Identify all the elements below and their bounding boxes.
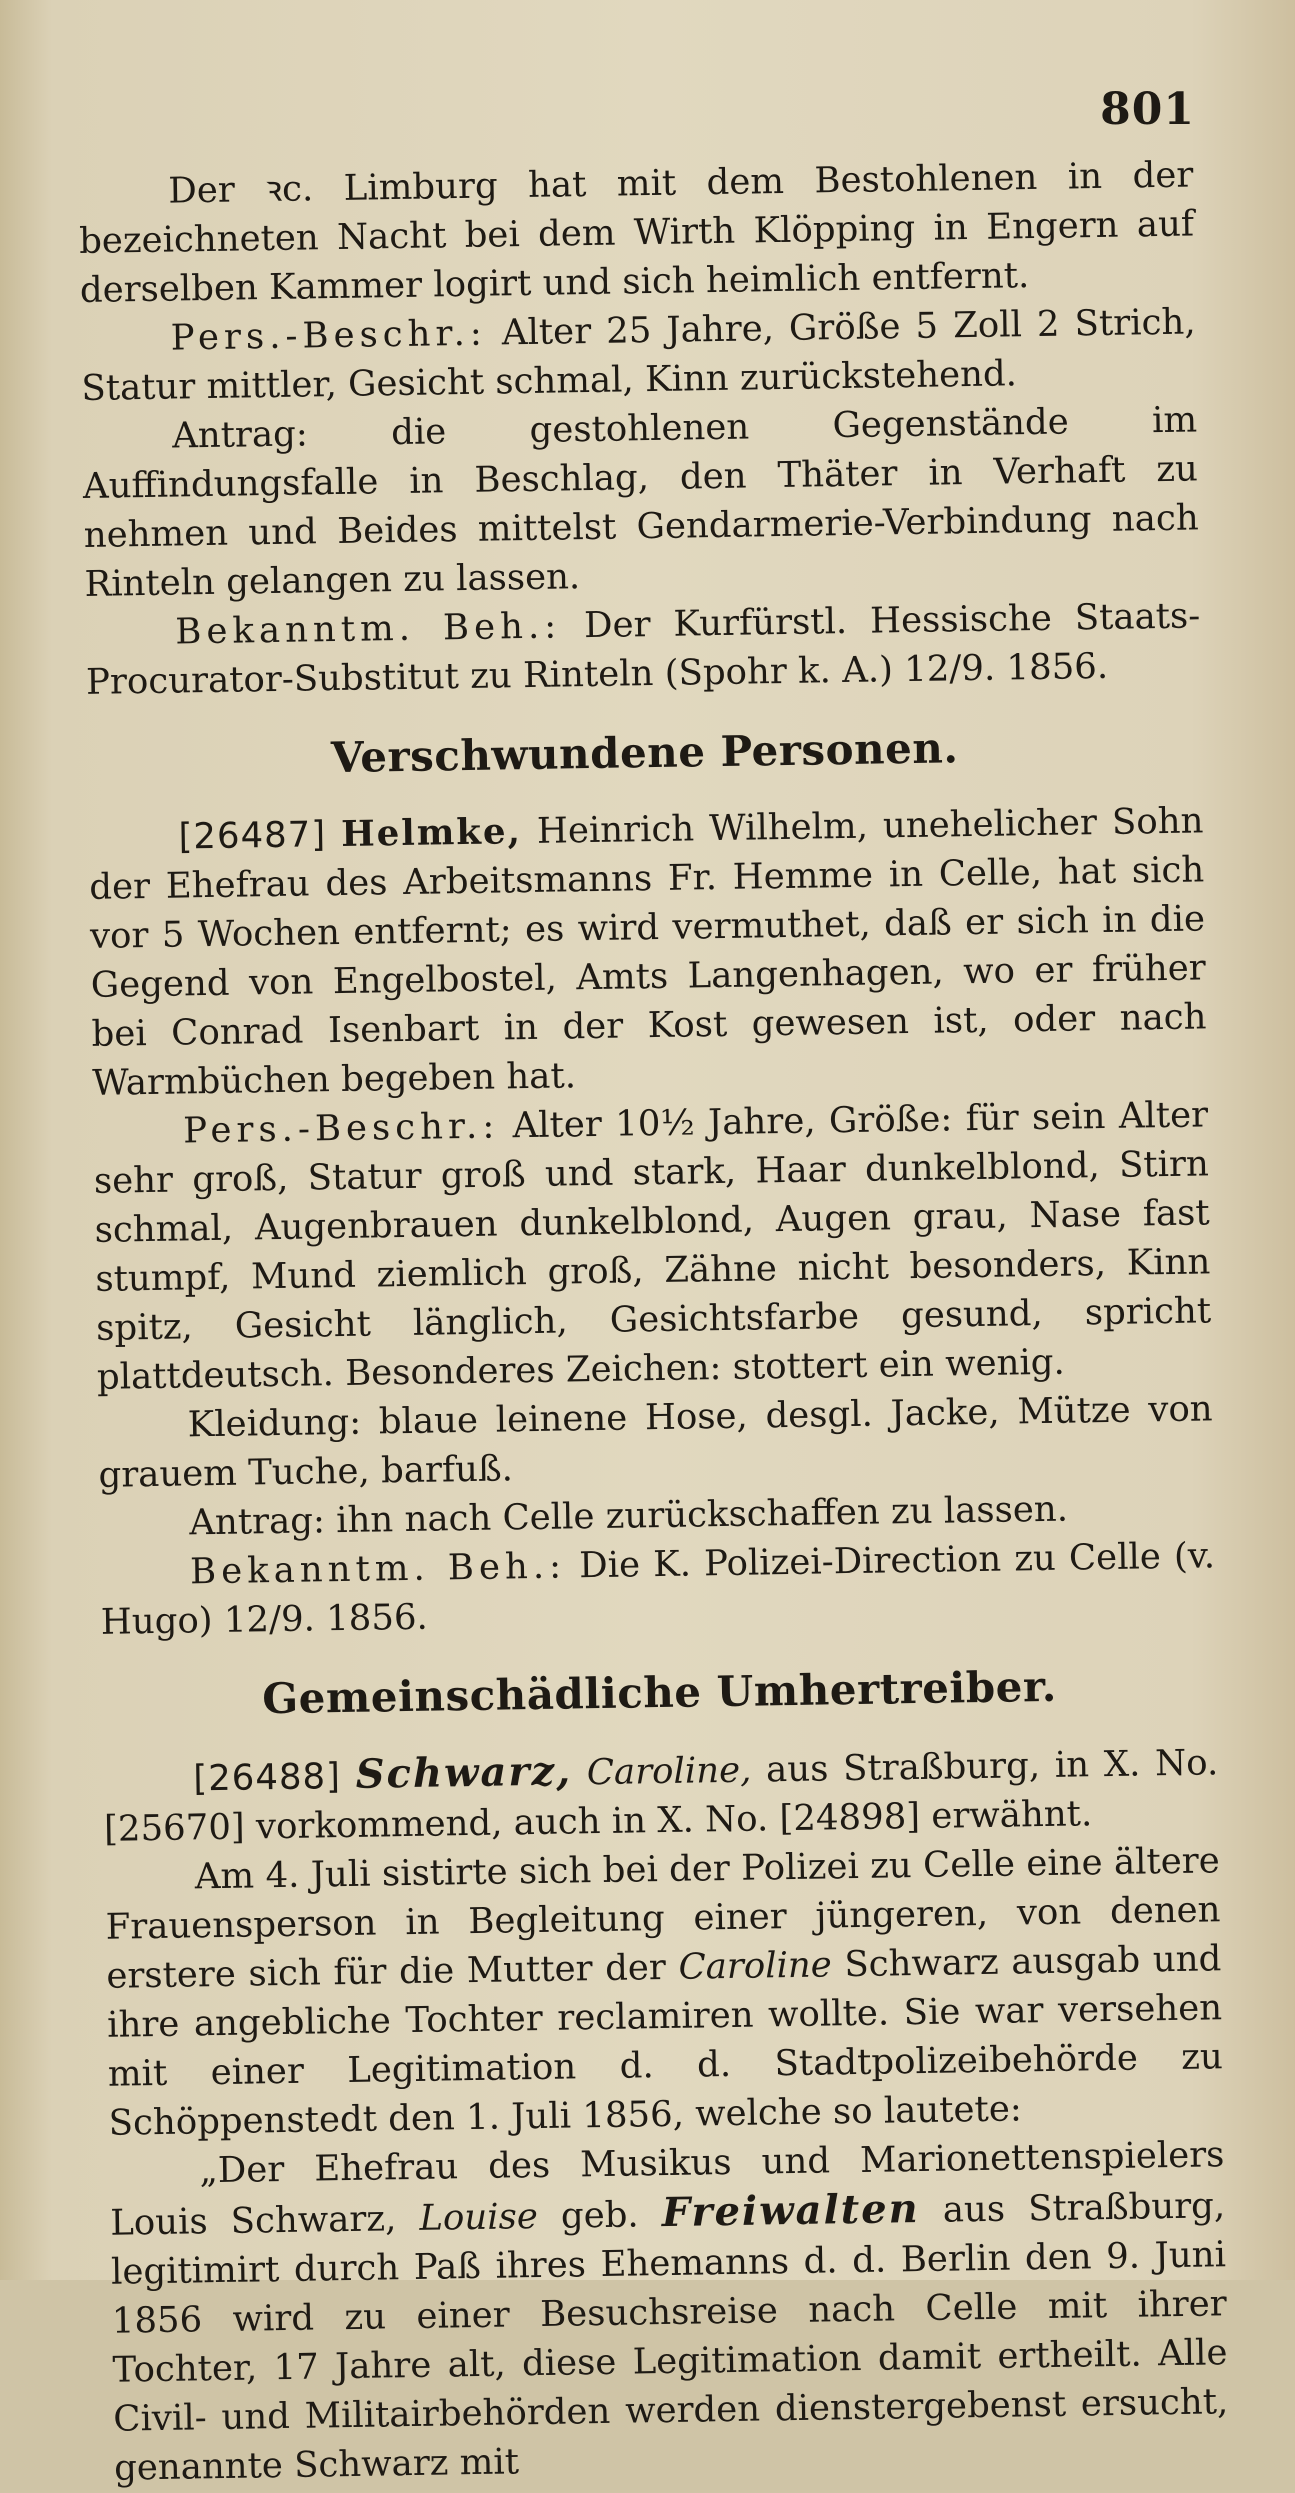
quote-name: Louise	[419, 2196, 539, 2239]
body-name: Caroline	[678, 1944, 833, 1988]
surname: Helmke,	[340, 811, 523, 855]
entry-id: [26488]	[192, 1756, 342, 1800]
entry-intro: aus Straßburg, in X. No. [25670] vorkommend, auch in X. No. [24898] erwähnt.	[103, 1742, 1219, 1850]
authority-text: Die K. Polizei-Direction zu Celle (v. Hugo) 12/9. 1856.	[100, 1535, 1216, 1643]
prior-entry-description	[80, 297, 1196, 413]
request-label: Antrag:	[188, 1500, 326, 1544]
section-heading-vagrants: Gemeinschädliche Umhertreiber.	[261, 1661, 1058, 1724]
authority-label: Bekanntm. Beh.:	[189, 1545, 567, 1593]
description-text: Alter 25 Jahre, Größe 5 Zoll 2 Strich, Statur mittler, Gesicht schmal, Kinn zurückstehend.	[81, 301, 1196, 409]
vagrant-quote	[109, 2130, 1229, 2492]
page-number: 801	[1100, 84, 1195, 135]
text-column	[78, 150, 1229, 2492]
request-label: Antrag:	[171, 413, 309, 457]
entry-id: [26487]	[178, 814, 327, 858]
quote-part-2: geb.	[560, 2194, 639, 2237]
request-text: ihn nach Celle zurückschaffen zu lassen.	[335, 1488, 1069, 1542]
clothing-label: Kleidung:	[187, 1401, 362, 1446]
description-label: Pers.-Beschr.:	[170, 312, 488, 359]
missing-person-description	[93, 1090, 1212, 1401]
prior-entry-paragraph: Der ꝛc. Limburg hat mit dem Bestohlenen in der bezeichneten Nacht bei dem Wirth Klöpping in Engern auf derselben Kammer logirt und sich heimlich entfernt.	[78, 154, 1195, 311]
description-label: Pers.-Beschr.:	[182, 1105, 500, 1152]
clothing-text: blaue leinene Hose, desgl. Jacke, Mütze von grauem Tuche, barfuß.	[98, 1388, 1213, 1496]
quote-part-3: aus Straßburg, legitimirt durch Paß ihres Ehemanns d. d. Berlin den 9. Juni 1856 wird zu einer Besuchsreise nach Celle mit ihrer Tochter, 17 Jahre alt, diese Legitimation damit ertheilt. Alle Civil- und Militairbehörden werden dienstergebenst ersucht, genannte Schwarz mit	[110, 2185, 1229, 2489]
vagrant-body	[104, 1836, 1223, 2147]
quote-part-1: „Der Ehefrau des Musikus und Marionettenspielers Louis Schwarz,	[109, 2134, 1225, 2244]
vagrant-entry	[103, 1736, 1219, 1854]
given-name: Caroline,	[586, 1749, 752, 1794]
prior-entry-request	[82, 395, 1200, 608]
authority-label: Bekanntm. Beh.:	[174, 605, 562, 653]
surname: Schwarz,	[355, 1747, 573, 1798]
authority-text: Der Kurfürstl. Hessische Staats-Procurator-Substitut zu Rinteln (Spohr k. A.) 12/9. 1856.	[85, 595, 1201, 703]
request-text: die gestohlenen Gegenstände im Auffindungsfalle in Beschlag, den Thäter in Verhaft zu nehmen und Beides mittelst Gendarmerie-Verbindung nach Rinteln gelangen zu lassen.	[82, 399, 1199, 605]
body-text-part-1: Am 4. Juli sistirte sich bei der Polizei zu Celle eine ältere Frauensperson in Begleitung einer jüngeren, von denen erstere sich für die Mutter der	[105, 1840, 1221, 1997]
section-heading-missing-persons: Verschwundene Personen.	[330, 723, 959, 783]
missing-person-entry	[88, 796, 1207, 1107]
description-text: Alter 10½ Jahre, Größe: für sein Alter sehr groß, Statur groß und stark, Haar dunkelblond, Stirn schmal, Augenbrauen dunkelblond, Augen grau, Nase fast stumpf, Mund ziemlich groß, Zähne nicht besonders, Kinn spitz, Gesicht länglich, Gesichtsfarbe gesund, spricht plattdeutsch. Besonderes Zeichen: stottert ein wenig.	[93, 1094, 1212, 1398]
body-text-part-2: Schwarz ausgab und ihre angebliche Tochter reclamiren wollte. Sie war versehen mit einer Legitimation d. d. Stadtpolizeibehörde zu Schöppenstedt den 1. Juli 1856, welche so lautete:	[106, 1938, 1224, 2144]
missing-person-clothing	[97, 1384, 1213, 1500]
quote-maiden-name: Freiwalten	[661, 2185, 921, 2237]
prior-entry-authority	[85, 591, 1201, 707]
missing-person-authority	[100, 1531, 1216, 1647]
entry-intro: Heinrich Wilhelm, unehelicher Sohn der Ehefrau des Arbeitsmanns Fr. Hemme in Celle, hat sich vor 5 Wochen entfernt; es wird vermuthet, daß er sich in die Gegend von Engelbostel, Amts Langenhagen, wo er früher bei Conrad Isenbart in der Kost gewesen ist, oder nach Warmbüchen begeben hat.	[88, 800, 1207, 1104]
